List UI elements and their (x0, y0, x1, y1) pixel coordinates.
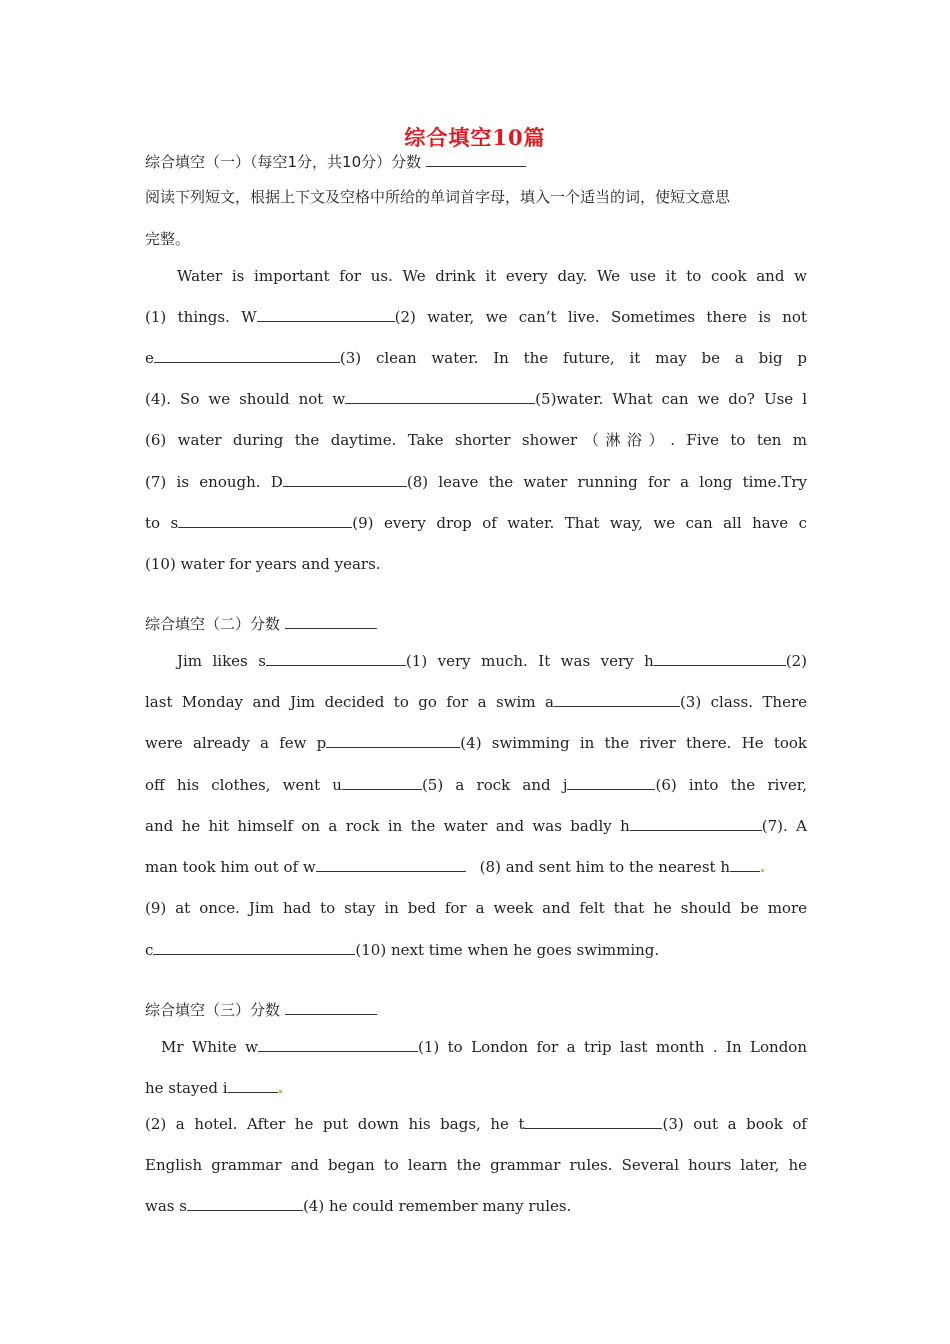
score-blank[interactable] (285, 1000, 377, 1015)
section1-instruction: 阅读下列短文，根据上下文及空格中所给的单词首字母，填入一个适当的词，使短文意思 (145, 188, 731, 206)
blank-3[interactable] (524, 1114, 662, 1129)
score-blank[interactable] (285, 614, 377, 629)
section3-heading: 综合填空（三）分数 (145, 1000, 807, 1020)
s2-line: last Monday and Jim decided to go for a swim a (3) class. There (145, 693, 807, 711)
blank-2[interactable] (228, 1078, 278, 1093)
s2-line: Jim likes s (1) very much. It was very h (2) (177, 652, 807, 670)
section1-instruction-cont: 完整。 (145, 230, 191, 248)
section1-heading: 综合填空（一）（每空1分，共10分）分数 (145, 152, 807, 172)
blank-2[interactable] (654, 651, 786, 666)
s3-line: (2) a hotel. After he put down his bags, he t (3) out a book of (145, 1115, 807, 1133)
mark-dot (761, 869, 764, 872)
s2-line: c (10) next time when he goes swimming. (145, 941, 660, 959)
blank-10[interactable] (153, 940, 355, 955)
s3-line: he stayed i (145, 1078, 807, 1098)
s1-line: to s (9) every drop of water. That way, we can all have c (145, 514, 807, 532)
s1-line: (1) things. W (2) water, we can’t live. Sometimes there is not (145, 308, 807, 326)
s2-line: man took him out of w (8) and sent him to the nearest h (145, 857, 807, 877)
blank-5[interactable] (342, 775, 422, 790)
s1-line: e (3) clean water. In the future, it may be a big p (145, 349, 807, 367)
s3-line: was s (4) he could remember many rules. (145, 1197, 572, 1215)
s2-line: off his clothes, went u (5) a rock and j (6) into the river, (145, 776, 807, 794)
blank-4[interactable] (326, 733, 460, 748)
s3-line: English grammar and began to learn the grammar rules. Several hours later, he (145, 1156, 807, 1174)
blank-5[interactable] (345, 389, 535, 404)
s3-line: Mr White w (1) to London for a trip last month . In London (161, 1038, 807, 1056)
section2-heading: 综合填空（二）分数 (145, 614, 807, 634)
blank-1[interactable] (258, 1037, 418, 1052)
s1-line: (6) water during the daytime. Take shorter shower（淋浴）. Five to ten m (145, 431, 807, 449)
s1-line: (4). So we should not w (5)water. What can we do? Use l (145, 390, 807, 408)
document-title: 综合填空10篇 (404, 125, 546, 150)
score-blank[interactable] (426, 152, 526, 167)
s1-line: (10) water for years and years. (145, 555, 381, 573)
blank-4[interactable] (187, 1196, 303, 1211)
blank-9[interactable] (178, 513, 352, 528)
blank-3[interactable] (554, 692, 680, 707)
mark-dot (279, 1090, 282, 1093)
blank-6[interactable] (567, 775, 655, 790)
blank-8[interactable] (316, 857, 466, 872)
s1-line: Water is important for us. We drink it every day. We use it to cook and w (177, 267, 807, 285)
s2-line: (9) at once. Jim had to stay in bed for a week and felt that he should be more (145, 899, 807, 917)
blank-8[interactable] (283, 472, 407, 487)
s2-line: were already a few p (4) swimming in the river there. He took (145, 734, 807, 752)
blank-9[interactable] (730, 857, 760, 872)
s1-line: (7) is enough. D (8) leave the water running for a long time.Try (145, 473, 807, 491)
blank-7[interactable] (630, 816, 762, 831)
s2-line: and he hit himself on a rock in the water and was badly h (7). A (145, 817, 807, 835)
blank-2[interactable] (257, 307, 395, 322)
blank-1[interactable] (266, 651, 406, 666)
blank-3[interactable] (154, 348, 340, 363)
